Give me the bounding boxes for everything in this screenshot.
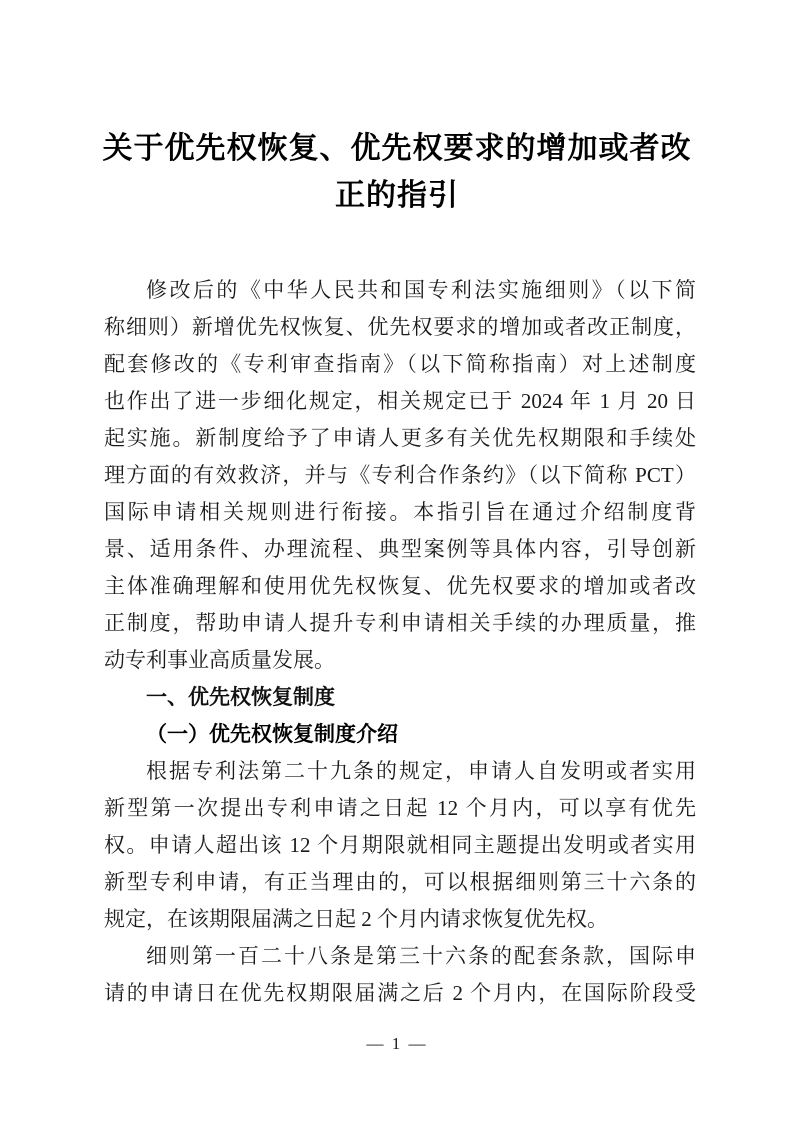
section-heading: 一、优先权恢复制度 xyxy=(146,686,335,709)
page-number: — 1 — xyxy=(366,1034,428,1053)
text-line: 配套修改的《专利审查指南》（以下简称指南）对上述制度 xyxy=(104,352,696,376)
text-line: 权。申请人超出该 12 个月期限就相同主题提出发明或者实用 xyxy=(104,833,696,857)
text-line: 细则第一百二十八条是第三十六条的配套条款，国际申 xyxy=(146,944,696,968)
text-line: 修改后的《中华人民共和国专利法实施细则》（以下简 xyxy=(146,278,696,302)
intro-paragraph xyxy=(104,272,696,679)
text-line: 动专利事业高质量发展。 xyxy=(104,648,335,672)
text-line: 新型第一次提出专利申请之日起 12 个月内，可以享有优先 xyxy=(104,796,696,820)
text-line: 主体准确理解和使用优先权恢复、优先权要求的增加或者改 xyxy=(104,574,696,598)
document-body xyxy=(104,272,696,1012)
text-line: 国际申请相关规则进行衔接。本指引旨在通过介绍制度背 xyxy=(104,500,696,524)
text-line: 新型专利申请，有正当理由的，可以根据细则第三十六条的 xyxy=(104,870,696,894)
text-line: 正的指引 xyxy=(335,179,459,212)
text-line: 起实施。新制度给予了申请人更多有关优先权期限和手续处 xyxy=(104,426,696,450)
text-line: 理方面的有效救济，并与《专利合作条约》（以下简称 PCT） xyxy=(104,463,696,487)
document-title xyxy=(40,130,754,224)
text-line: 请的申请日在优先权期限届满之后 2 个月内，在国际阶段受 xyxy=(104,981,696,1005)
subsection-heading: （一）优先权恢复制度介绍 xyxy=(146,722,398,746)
text-line: 也作出了进一步细化规定，相关规定已于 2024 年 1 月 20 日 xyxy=(104,389,696,413)
paragraph-priority-restoration xyxy=(104,753,696,938)
text-line: 景、适用条件、办理流程、典型案例等具体内容，引导创新 xyxy=(104,537,696,561)
text-line: 根据专利法第二十九条的规定，申请人自发明或者实用 xyxy=(146,759,696,783)
text-line: 规定，在该期限届满之日起 2 个月内请求恢复优先权。 xyxy=(104,907,608,931)
text-line: 正制度，帮助申请人提升专利申请相关手续的办理质量，推 xyxy=(104,611,696,635)
text-line: 称细则）新增优先权恢复、优先权要求的增加或者改正制度， xyxy=(104,315,696,339)
text-line: 关于优先权恢复、优先权要求的增加或者改 xyxy=(102,132,692,165)
paragraph-rule-128 xyxy=(104,938,696,1012)
